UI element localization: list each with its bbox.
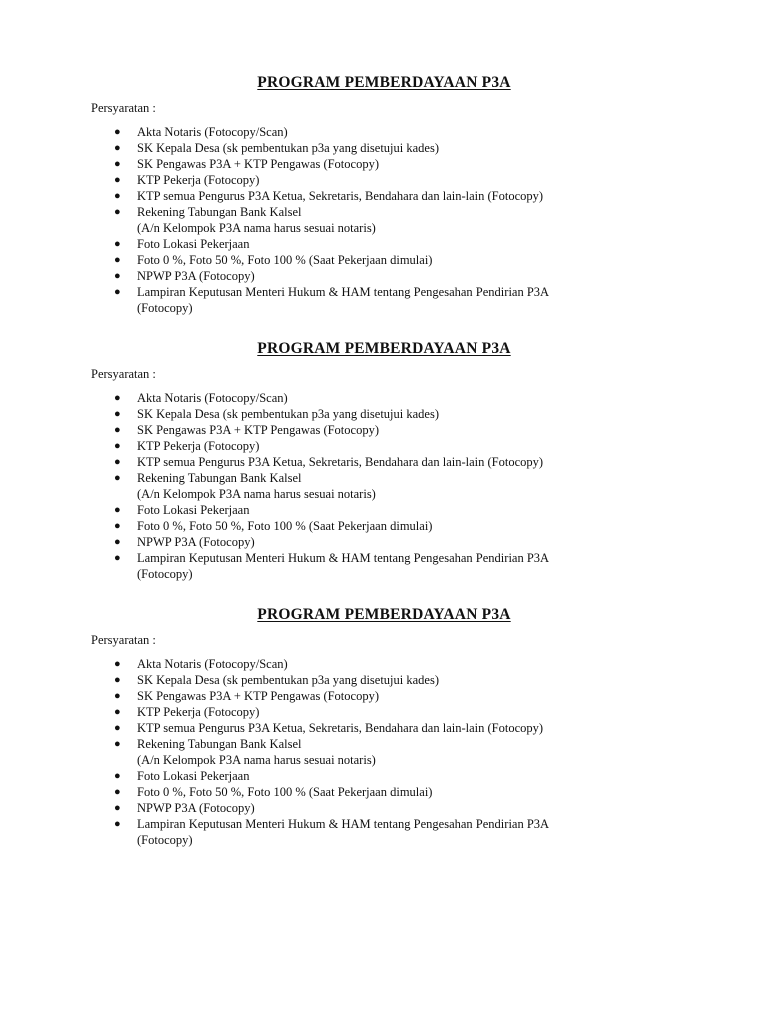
- item-text: KTP semua Pengurus P3A Ketua, Sekretaris, Bendahara dan lain-lain (Fotocopy): [137, 189, 544, 203]
- bullet-icon: ●: [114, 440, 121, 452]
- section-title: PROGRAM PEMBERDAYAAN P3A: [257, 340, 511, 357]
- bullet-icon: ●: [114, 770, 121, 782]
- requirements-list: [0, 124, 768, 316]
- requirements-section: [0, 73, 768, 315]
- list-item: [0, 656, 657, 672]
- item-text: NPWP P3A (Fotocopy): [137, 801, 255, 815]
- section-title: PROGRAM PEMBERDAYAAN P3A: [257, 74, 511, 91]
- list-item: [0, 768, 657, 784]
- list-item: [0, 284, 657, 316]
- bullet-icon: ●: [114, 238, 121, 250]
- item-subtext: (A/n Kelompok P3A nama harus sesuai notaris): [137, 753, 376, 767]
- list-item: [0, 470, 657, 502]
- item-text: Foto 0 %, Foto 50 %, Foto 100 % (Saat Pekerjaan dimulai): [137, 519, 433, 533]
- list-item: [0, 188, 657, 204]
- item-text: SK Kepala Desa (sk pembentukan p3a yang disetujui kades): [137, 407, 440, 421]
- list-item: [0, 124, 657, 140]
- item-text: KTP semua Pengurus P3A Ketua, Sekretaris, Bendahara dan lain-lain (Fotocopy): [137, 721, 544, 735]
- item-text: Lampiran Keputusan Menteri Hukum & HAM tentang Pengesahan Pendirian P3A: [137, 551, 550, 565]
- item-text: Rekening Tabungan Bank Kalsel: [137, 471, 302, 485]
- item-text: NPWP P3A (Fotocopy): [137, 269, 255, 283]
- bullet-icon: ●: [114, 254, 121, 266]
- list-item: [0, 720, 657, 736]
- item-subtext: (A/n Kelompok P3A nama harus sesuai notaris): [137, 221, 376, 235]
- list-item: [0, 236, 657, 252]
- list-item: [0, 140, 657, 156]
- item-text: KTP Pekerja (Fotocopy): [137, 173, 260, 187]
- item-subtext: (Fotocopy): [137, 567, 193, 581]
- bullet-icon: ●: [114, 270, 121, 282]
- bullet-icon: ●: [114, 190, 121, 202]
- item-text: Akta Notaris (Fotocopy/Scan): [137, 391, 288, 405]
- item-text: SK Pengawas P3A + KTP Pengawas (Fotocopy): [137, 689, 379, 703]
- list-item: [0, 784, 657, 800]
- bullet-icon: ●: [114, 424, 121, 436]
- item-text: Foto 0 %, Foto 50 %, Foto 100 % (Saat Pekerjaan dimulai): [137, 785, 433, 799]
- item-text: Rekening Tabungan Bank Kalsel: [137, 205, 302, 219]
- bullet-icon: ●: [114, 142, 121, 154]
- bullet-icon: ●: [114, 706, 121, 718]
- item-text: Foto 0 %, Foto 50 %, Foto 100 % (Saat Pekerjaan dimulai): [137, 253, 433, 267]
- item-subtext: (Fotocopy): [137, 833, 193, 847]
- bullet-icon: ●: [114, 504, 121, 516]
- requirements-section: [0, 339, 768, 581]
- list-item: [0, 672, 657, 688]
- item-text: Foto Lokasi Pekerjaan: [137, 769, 250, 783]
- list-item: [0, 204, 657, 236]
- list-item: [0, 816, 657, 848]
- bullet-icon: ●: [114, 456, 121, 468]
- item-text: SK Kepala Desa (sk pembentukan p3a yang disetujui kades): [137, 141, 440, 155]
- requirements-label: Persyaratan :: [91, 633, 156, 647]
- list-item: [0, 252, 657, 268]
- list-item: [0, 534, 657, 550]
- bullet-icon: ●: [114, 786, 121, 798]
- list-item: [0, 156, 657, 172]
- requirements-label: Persyaratan :: [91, 367, 156, 381]
- item-text: NPWP P3A (Fotocopy): [137, 535, 255, 549]
- bullet-icon: ●: [114, 674, 121, 686]
- list-item: [0, 736, 657, 768]
- list-item: [0, 688, 657, 704]
- list-item: [0, 406, 657, 422]
- item-text: Foto Lokasi Pekerjaan: [137, 237, 250, 251]
- requirements-list: [0, 656, 768, 848]
- item-text: SK Pengawas P3A + KTP Pengawas (Fotocopy): [137, 423, 379, 437]
- list-item: [0, 390, 657, 406]
- requirements-label: Persyaratan :: [91, 101, 156, 115]
- bullet-icon: ●: [114, 536, 121, 548]
- item-text: Lampiran Keputusan Menteri Hukum & HAM tentang Pengesahan Pendirian P3A: [137, 817, 550, 831]
- requirements-list: [0, 390, 768, 582]
- item-text: KTP Pekerja (Fotocopy): [137, 439, 260, 453]
- bullet-icon: ●: [114, 802, 121, 814]
- bullet-icon: ●: [114, 690, 121, 702]
- bullet-icon: ●: [114, 392, 121, 404]
- requirements-section: [0, 605, 768, 847]
- item-text: Akta Notaris (Fotocopy/Scan): [137, 657, 288, 671]
- item-text: SK Kepala Desa (sk pembentukan p3a yang disetujui kades): [137, 673, 440, 687]
- list-item: [0, 172, 657, 188]
- list-item: [0, 268, 657, 284]
- list-item: [0, 704, 657, 720]
- list-item: [0, 454, 657, 470]
- list-item: [0, 502, 657, 518]
- bullet-icon: ●: [114, 126, 121, 138]
- item-text: Foto Lokasi Pekerjaan: [137, 503, 250, 517]
- bullet-icon: ●: [114, 286, 121, 298]
- list-item: [0, 422, 657, 438]
- item-text: KTP semua Pengurus P3A Ketua, Sekretaris, Bendahara dan lain-lain (Fotocopy): [137, 455, 544, 469]
- bullet-icon: ●: [114, 818, 121, 830]
- section-title: PROGRAM PEMBERDAYAAN P3A: [257, 606, 511, 623]
- bullet-icon: ●: [114, 520, 121, 532]
- list-item: [0, 550, 657, 582]
- item-text: Rekening Tabungan Bank Kalsel: [137, 737, 302, 751]
- bullet-icon: ●: [114, 174, 121, 186]
- item-text: KTP Pekerja (Fotocopy): [137, 705, 260, 719]
- list-item: [0, 518, 657, 534]
- bullet-icon: ●: [114, 206, 121, 218]
- bullet-icon: ●: [114, 158, 121, 170]
- item-subtext: (Fotocopy): [137, 301, 193, 315]
- list-item: [0, 438, 657, 454]
- bullet-icon: ●: [114, 408, 121, 420]
- bullet-icon: ●: [114, 722, 121, 734]
- item-text: Lampiran Keputusan Menteri Hukum & HAM tentang Pengesahan Pendirian P3A: [137, 285, 550, 299]
- item-text: Akta Notaris (Fotocopy/Scan): [137, 125, 288, 139]
- item-text: SK Pengawas P3A + KTP Pengawas (Fotocopy): [137, 157, 379, 171]
- item-subtext: (A/n Kelompok P3A nama harus sesuai notaris): [137, 487, 376, 501]
- bullet-icon: ●: [114, 738, 121, 750]
- bullet-icon: ●: [114, 658, 121, 670]
- bullet-icon: ●: [114, 472, 121, 484]
- bullet-icon: ●: [114, 552, 121, 564]
- list-item: [0, 800, 657, 816]
